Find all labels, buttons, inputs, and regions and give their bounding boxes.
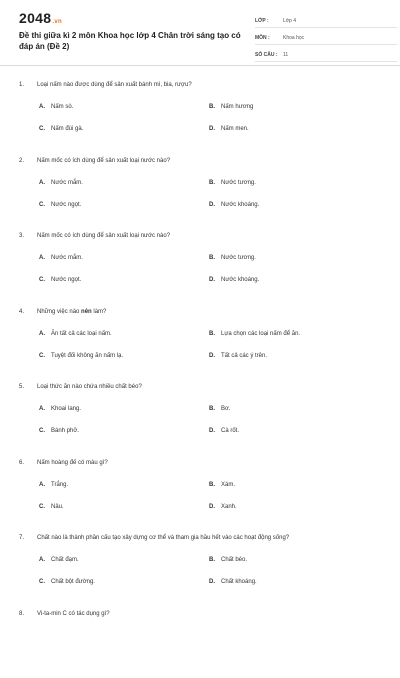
option-text: Cà rốt.: [221, 428, 239, 434]
option-letter: A.: [39, 474, 51, 496]
meta-label: MÔN :: [255, 35, 283, 41]
question-number: 7.: [19, 527, 37, 549]
answer-option[interactable]: [209, 96, 379, 118]
option-letter: B.: [209, 474, 221, 496]
answer-option[interactable]: [209, 496, 379, 518]
question-number: 5.: [19, 376, 37, 398]
answer-option[interactable]: [39, 172, 209, 194]
question-item: [19, 452, 390, 528]
logo-tld: .vn: [52, 19, 62, 25]
meta-row-subject: [255, 31, 397, 45]
option-letter: D.: [209, 571, 221, 593]
option-letter: C.: [39, 194, 51, 216]
option-letter: A.: [39, 323, 51, 345]
answer-option[interactable]: [39, 496, 209, 518]
option-letter: D.: [209, 420, 221, 442]
option-text: Trắng.: [51, 482, 68, 488]
answer-option[interactable]: [39, 118, 209, 140]
option-text: Nước ngọt.: [51, 277, 81, 283]
question-number: 8.: [19, 603, 37, 625]
document-header: [19, 0, 390, 64]
answer-options: [39, 398, 390, 442]
option-text: Nước tương.: [221, 180, 256, 186]
meta-value: 11: [283, 52, 288, 58]
answer-option[interactable]: [39, 571, 209, 593]
option-text: Bơ.: [221, 406, 231, 412]
question-number: 3.: [19, 225, 37, 247]
option-text: Nâu.: [51, 504, 64, 510]
option-text: Xanh.: [221, 504, 237, 510]
option-letter: B.: [209, 96, 221, 118]
option-text: Chất bột đường.: [51, 579, 95, 585]
meta-value: Khoa học: [283, 35, 304, 41]
question-item: [19, 603, 390, 678]
option-letter: B.: [209, 549, 221, 571]
option-text: Nước khoáng.: [221, 202, 259, 208]
question-text: [19, 301, 390, 323]
option-letter: B.: [209, 323, 221, 345]
answer-options: [39, 323, 390, 367]
meta-label: LỚP :: [255, 18, 283, 24]
answer-option[interactable]: [209, 420, 379, 442]
question-number: 6.: [19, 452, 37, 474]
option-letter: A.: [39, 172, 51, 194]
answer-options: [39, 474, 390, 518]
question-number: 2.: [19, 150, 37, 172]
option-letter: D.: [209, 345, 221, 367]
site-logo[interactable]: [19, 10, 62, 26]
question-text: [19, 527, 390, 549]
question-list: [19, 74, 390, 678]
option-letter: C.: [39, 269, 51, 291]
option-letter: C.: [39, 420, 51, 442]
option-text: Nấm hương: [221, 104, 253, 110]
option-letter: D.: [209, 269, 221, 291]
question-prompt: Loại nấm nào được dùng để sản xuất bánh mì, bia, rượu?: [37, 82, 192, 88]
question-text: [19, 150, 390, 172]
answer-option[interactable]: [39, 323, 209, 345]
option-text: Lựa chọn các loại nấm để ăn.: [221, 331, 300, 337]
option-text: Nước mắm.: [51, 180, 83, 186]
option-text: Chất đạm.: [51, 557, 79, 563]
option-letter: D.: [209, 118, 221, 140]
question-item: [19, 225, 390, 301]
option-text: Tất cả các ý trên.: [221, 353, 267, 359]
answer-options: [39, 549, 390, 593]
answer-option[interactable]: [39, 474, 209, 496]
option-letter: C.: [39, 345, 51, 367]
answer-option[interactable]: [39, 549, 209, 571]
answer-option[interactable]: [209, 172, 379, 194]
meta-value: Lớp 4: [283, 18, 296, 24]
option-letter: D.: [209, 194, 221, 216]
answer-option[interactable]: [209, 194, 379, 216]
option-letter: A.: [39, 247, 51, 269]
question-prompt: Nấm mốc có ích dùng để sản xuất loại nước nào?: [37, 158, 170, 164]
answer-option[interactable]: [209, 247, 379, 269]
option-letter: B.: [209, 247, 221, 269]
question-prompt: Loại thức ăn nào chứa nhiều chất béo?: [37, 384, 142, 390]
option-text: Nước mắm.: [51, 255, 83, 261]
answer-option[interactable]: [39, 96, 209, 118]
option-letter: C.: [39, 118, 51, 140]
answer-option[interactable]: [39, 345, 209, 367]
option-text: Nước tương.: [221, 255, 256, 261]
option-text: Khoai lang.: [51, 406, 81, 412]
question-item: [19, 527, 390, 603]
answer-options: [39, 247, 390, 291]
option-text: Bánh phở.: [51, 428, 79, 434]
option-letter: C.: [39, 571, 51, 593]
answer-option[interactable]: [39, 247, 209, 269]
option-text: Chất béo.: [221, 557, 247, 563]
answer-option[interactable]: [209, 323, 379, 345]
option-text: Nấm sò.: [51, 104, 73, 110]
question-prompt: Nấm hoàng đế có màu gì?: [37, 460, 108, 466]
page-title: Đề thi giữa kì 2 môn Khoa học lớp 4 Chân trời sáng tạo có đáp án (Đề 2): [19, 30, 251, 52]
answer-option[interactable]: [209, 345, 379, 367]
question-item: [19, 74, 390, 150]
question-item: [19, 150, 390, 226]
option-text: Tuyệt đối không ăn nấm lạ.: [51, 353, 123, 359]
question-text: [19, 452, 390, 474]
answer-option[interactable]: [209, 398, 379, 420]
meta-row-count: [255, 48, 397, 62]
question-prompt: Vi-ta-min C có tác dụng gì?: [37, 611, 110, 617]
option-text: Nước ngọt.: [51, 202, 81, 208]
option-letter: A.: [39, 549, 51, 571]
option-text: Nấm đùi gà.: [51, 126, 83, 132]
answer-option[interactable]: [209, 474, 379, 496]
question-emphasis: nên: [81, 309, 92, 315]
answer-option[interactable]: [39, 398, 209, 420]
answer-option[interactable]: [209, 571, 379, 593]
option-letter: C.: [39, 496, 51, 518]
question-prompt: Những việc nào: [37, 309, 81, 315]
answer-option[interactable]: [39, 194, 209, 216]
question-prompt-end: làm?: [92, 309, 107, 315]
option-text: Nấm men.: [221, 126, 249, 132]
answer-option[interactable]: [209, 269, 379, 291]
option-letter: B.: [209, 398, 221, 420]
option-letter: A.: [39, 96, 51, 118]
option-text: Xám.: [221, 482, 235, 488]
answer-options: [39, 96, 390, 140]
option-text: Chất khoáng.: [221, 579, 257, 585]
answer-options: [39, 172, 390, 216]
option-text: Ăn tất cả các loại nấm.: [51, 331, 112, 337]
logo-text: 2048: [19, 10, 51, 26]
question-text: [19, 603, 390, 625]
answer-option[interactable]: [209, 118, 379, 140]
question-item: [19, 301, 390, 377]
question-prompt: Nấm mốc có ích dùng để sản xuất loại nước nào?: [37, 233, 170, 239]
answer-option[interactable]: [39, 420, 209, 442]
answer-option[interactable]: [39, 269, 209, 291]
question-text: [19, 376, 390, 398]
option-text: Nước khoáng.: [221, 277, 259, 283]
question-item: [19, 376, 390, 452]
option-letter: D.: [209, 496, 221, 518]
meta-row-grade: [255, 14, 397, 28]
question-text: [19, 74, 390, 96]
answer-option[interactable]: [209, 549, 379, 571]
option-letter: A.: [39, 398, 51, 420]
question-text: [19, 225, 390, 247]
option-letter: B.: [209, 172, 221, 194]
question-number: 1.: [19, 74, 37, 96]
header-divider: [0, 65, 400, 66]
question-number: 4.: [19, 301, 37, 323]
question-prompt: Chất nào là thành phần cấu tạo xây dựng cơ thể và tham gia hầu hết vào các hoạt động sống?: [37, 535, 289, 541]
exam-meta: [255, 14, 397, 65]
meta-label: SỐ CÂU :: [255, 52, 283, 58]
